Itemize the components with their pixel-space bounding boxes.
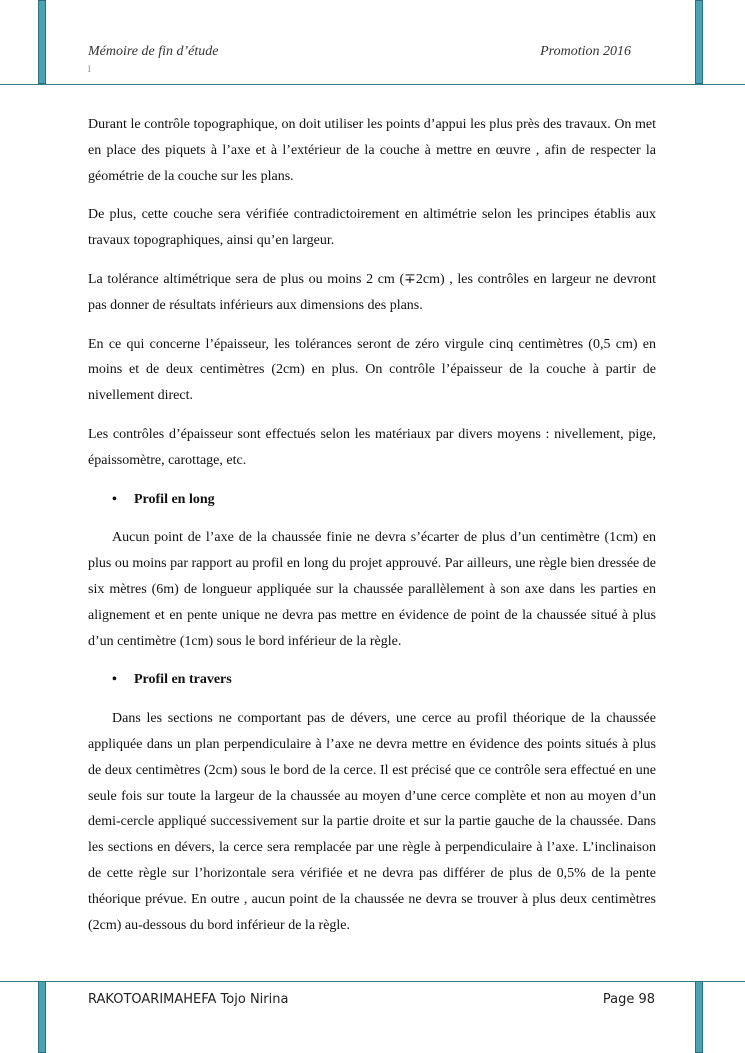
bullet-dot-icon: • — [112, 672, 117, 688]
footer-page-number: Page 98 — [602, 992, 655, 1007]
footer-rule — [0, 981, 745, 982]
footer-left-bar — [38, 981, 46, 1053]
bullet-heading: Profil en travers — [134, 672, 232, 688]
page-content — [88, 112, 656, 951]
bullet-dot-icon: • — [112, 491, 117, 507]
paragraph-1: Durant le contrôle topographique, on doit utiliser les points d’appui les plus près des travaux. On met en place des piquets à l’axe et à l’extérieur de la couche à mettre en œuvre , afin de respecter la géométrie de la couche sur les plans. — [88, 117, 656, 184]
bullet-profil-en-travers — [88, 667, 656, 693]
bullet-heading: Profil en long — [134, 491, 215, 507]
bullet-profil-en-long — [88, 487, 656, 513]
paragraph-3: La tolérance altimétrique sera de plus ou moins 2 cm (∓2cm) , les contrôles en largeur ne devront pas donner de résultats inférieurs aux dimensions des plans. — [88, 271, 656, 313]
paragraph-6: Aucun point de l’axe de la chaussée finie ne devra s’écarter de plus d’un centimètre (1cm) en plus ou moins par rapport au profil en long du projet approuvé. Par ailleurs, une règle bien dressée de six mètres (6m) de longueur appliquée sur la chaussée parallèlement à son axe dans les parties en alignement et en pente unique ne devra pas mettre en évidence de point de la chaussée situé à plus d’un centimètre (1cm) sous le bord inférieur de la règle. — [88, 530, 656, 649]
paragraph-2: De plus, cette couche sera vérifiée contradictoirement en altimétrie selon les principes établis aux travaux topographiques, ainsi qu’en largeur. — [88, 207, 656, 249]
footer-right-bar — [695, 981, 703, 1053]
header-right-bar — [695, 0, 703, 84]
header-left-bar — [38, 0, 46, 84]
header-title: Mémoire de fin d’étude — [88, 44, 219, 59]
header-rule — [0, 84, 745, 85]
paragraph-5: Les contrôles d’épaisseur sont effectués selon les matériaux par divers moyens : nivellement, pige, épaissomètre, carottage, etc. — [88, 426, 656, 468]
paragraph-4: En ce qui concerne l’épaisseur, les tolérances seront de zéro virgule cinq centimètres (0,5 cm) en moins et de deux centimètres (2cm) en plus. On contrôle l’épaisseur de la couche à partir de nivellement direct. — [88, 336, 656, 404]
header-promotion: Promotion 2016 — [540, 44, 631, 59]
footer-author: RAKOTOARIMAHEFA Tojo Nirina — [88, 992, 289, 1007]
header-mark: l — [88, 64, 91, 74]
paragraph-7: Dans les sections ne comportant pas de dévers, une cerce au profil théorique de la chaussée appliquée dans un plan perpendiculaire à l’axe ne devra mettre en évidence des points situés à plus de deux centimètres (2cm) sous le bord de la cerce. Il est précisé que ce contrôle sera effectué en une seule fois sur toute la largeur de la chaussée au moyen d’une cerce complète et non au moyen d’un demi-cercle appliqué successivement sur la partie droite et sur la partie gauche de la chaussée. Dans les sections en dévers, la cerce sera remplacée par une règle à perpendiculaire à l’axe. L’inclinaison de cette règle sur l’horizontale sera vérifiée et ne devra pas différer de plus de 0,5% de la pente théorique prévue. En outre , aucun point de la chaussée ne devra se trouver à plus deux centimètres (2cm) au-dessous du bord inférieur de la règle. — [88, 711, 656, 933]
